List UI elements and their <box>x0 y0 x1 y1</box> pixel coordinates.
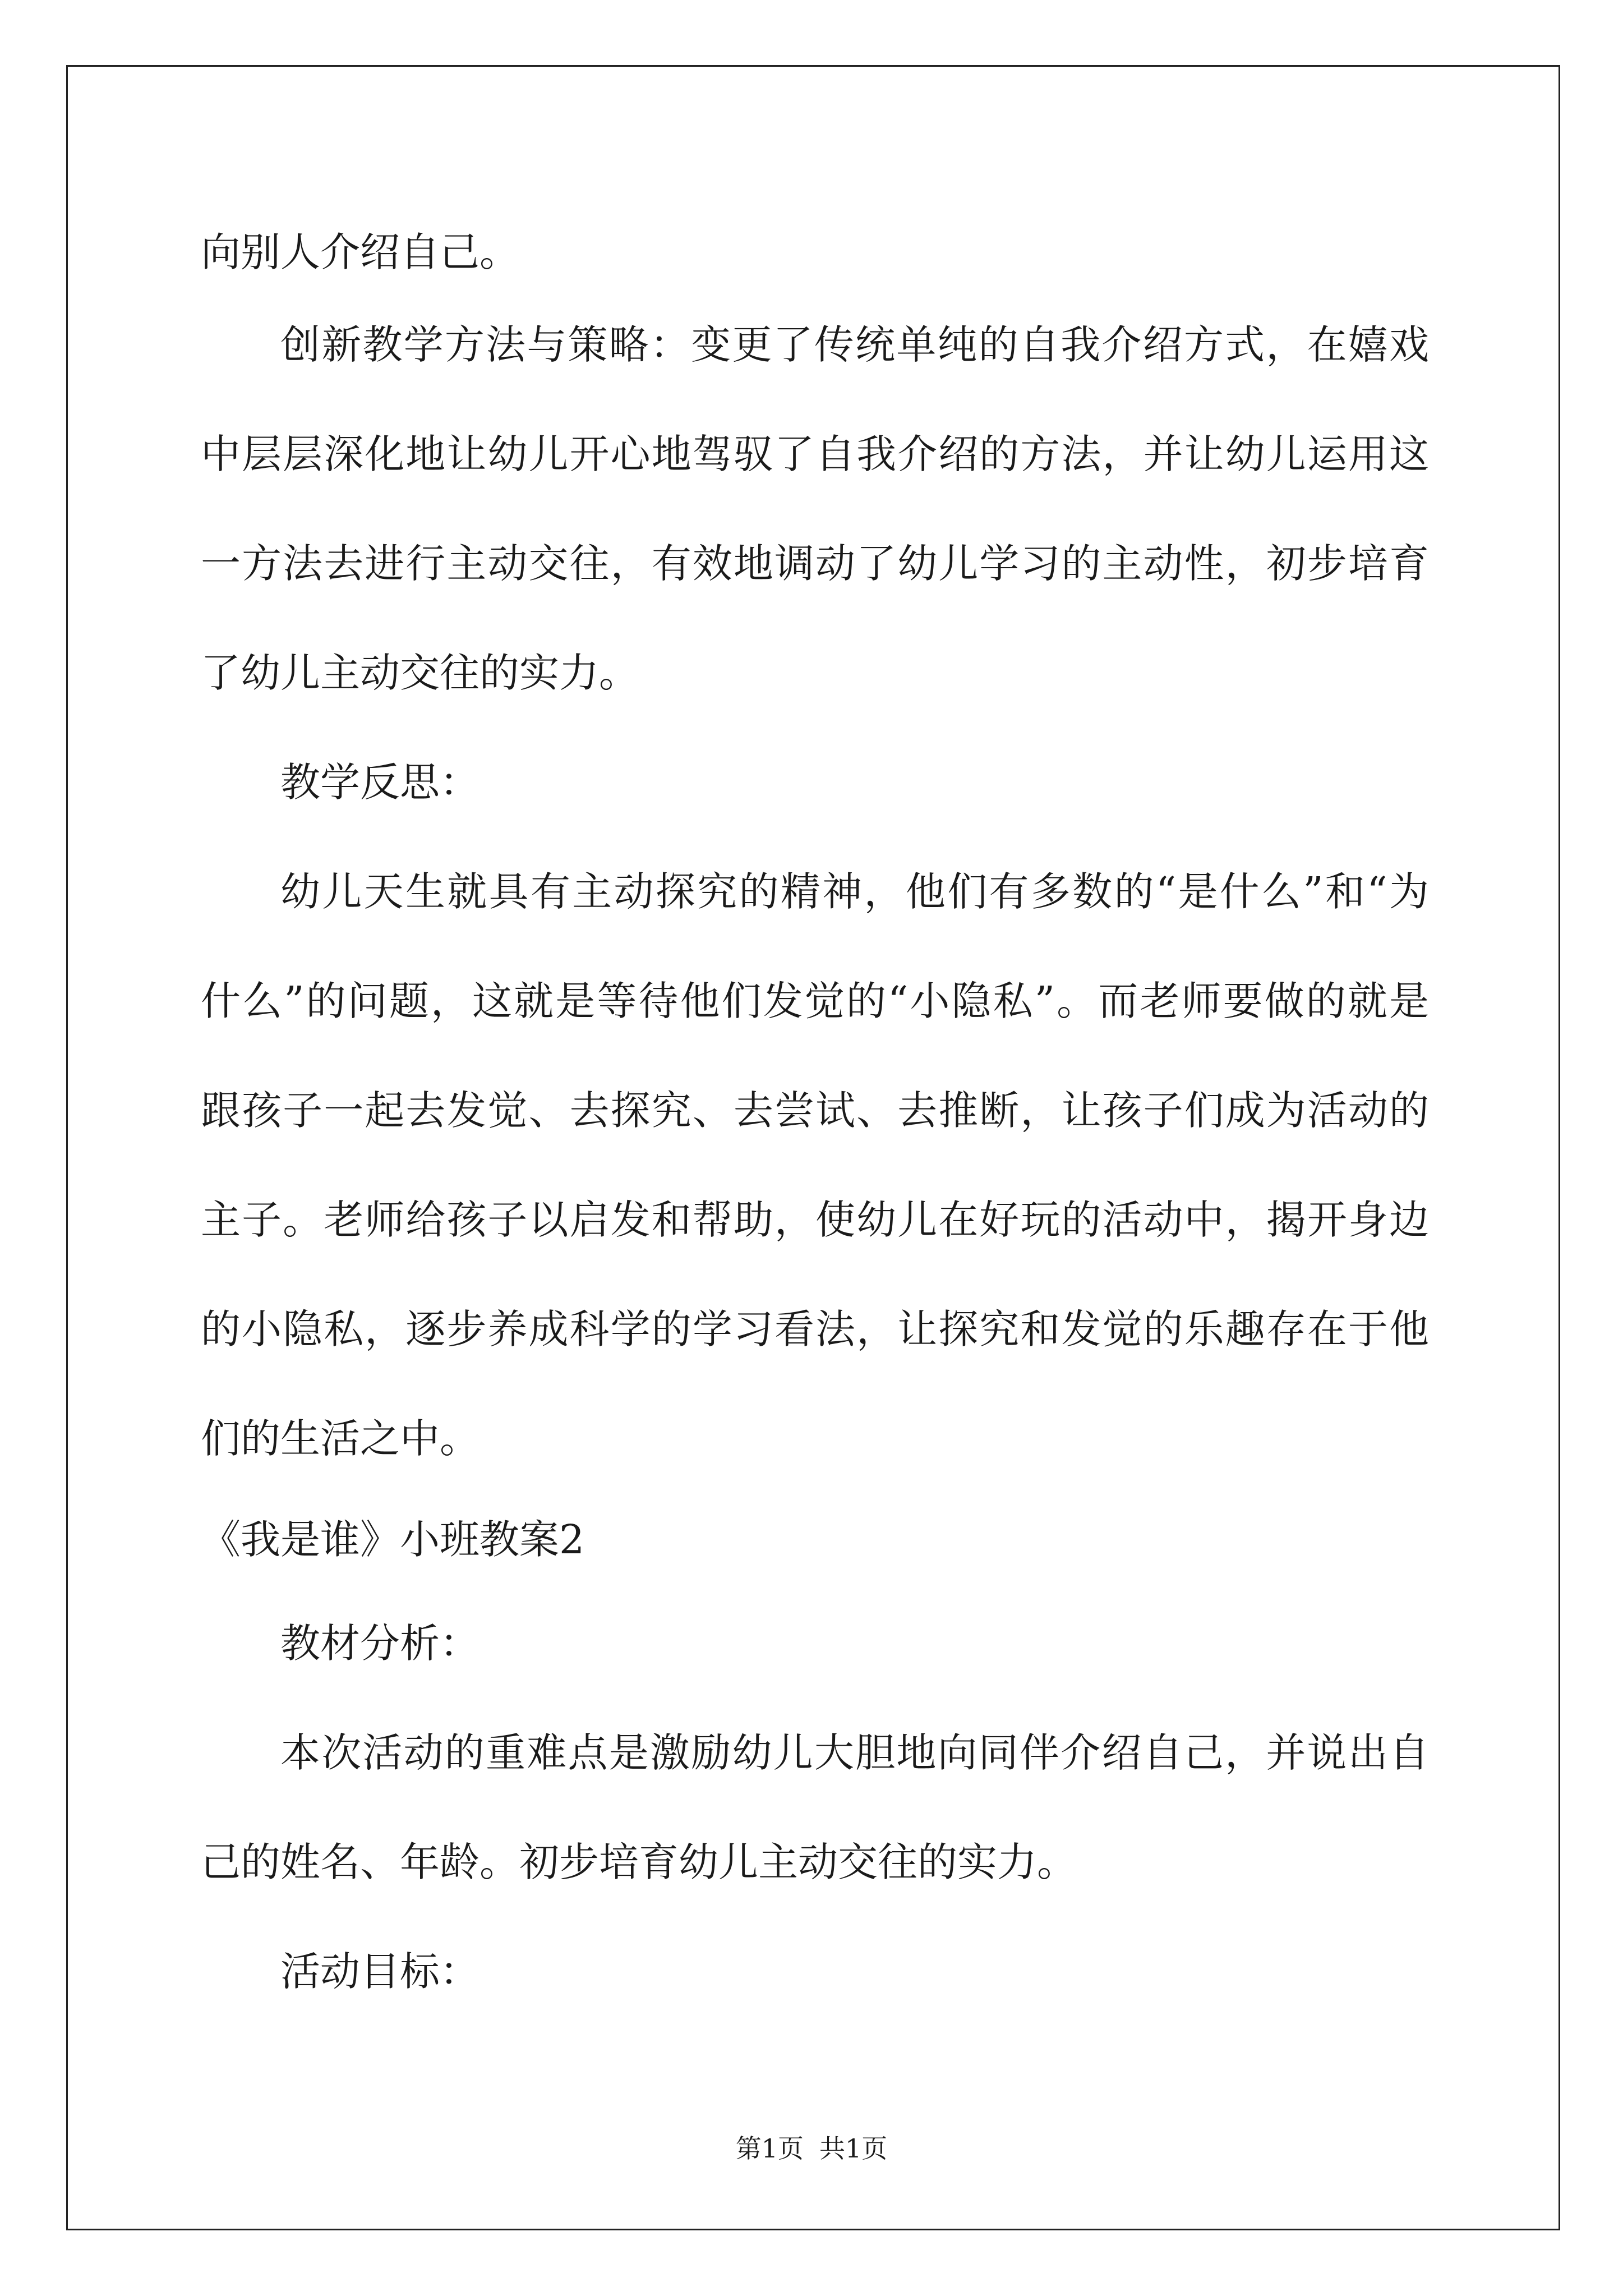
paragraph-line: 创新教学方法与策略：变更了传统单纯的自我介绍方式，在嬉戏 <box>280 321 1429 368</box>
paragraph-line: 主子。老师给孩子以启发和帮助，使幼儿在好玩的活动中，揭开身边 <box>201 1197 1429 1243</box>
paragraph-line: 向别人介绍自己。 <box>201 229 520 275</box>
document-title: 《我是谁》小班教案2 <box>201 1516 585 1563</box>
page-number: 第1页 <box>735 2133 804 2164</box>
paragraph-line: 幼儿天生就具有主动探究的精神，他们有多数的“是什么”和“为 <box>280 868 1429 915</box>
section-heading: 活动目标： <box>280 1948 480 1995</box>
page-total: 共1页 <box>819 2133 888 2164</box>
paragraph-line: 们的生活之中。 <box>201 1415 480 1462</box>
paragraph-line: 中层层深化地让幼儿开心地驾驭了自我介绍的方法，并让幼儿运用这 <box>201 431 1429 477</box>
paragraph-line: 什么”的问题，这就是等待他们发觉的“小隐私”。而老师要做的就是 <box>201 978 1429 1024</box>
paragraph-line: 了幼儿主动交往的实力。 <box>201 650 639 696</box>
paragraph-line: 的小隐私，逐步养成科学的学习看法，让探究和发觉的乐趣存在于他 <box>201 1306 1429 1352</box>
paragraph-line: 本次活动的重难点是激励幼儿大胆地向同伴介绍自己，并说出自 <box>280 1729 1429 1776</box>
paragraph-line: 己的姓名、年龄。初步培育幼儿主动交往的实力。 <box>201 1839 1077 1885</box>
page-border <box>66 65 1560 2230</box>
paragraph-line: 跟孩子一起去发觉、去探究、去尝试、去推断，让孩子们成为活动的 <box>201 1087 1429 1134</box>
page-footer <box>0 2132 1623 2165</box>
paragraph-line: 一方法去进行主动交往，有效地调动了幼儿学习的主动性，初步培育 <box>201 540 1429 587</box>
section-heading: 教学反思： <box>280 759 480 806</box>
section-heading: 教材分析： <box>280 1620 480 1667</box>
